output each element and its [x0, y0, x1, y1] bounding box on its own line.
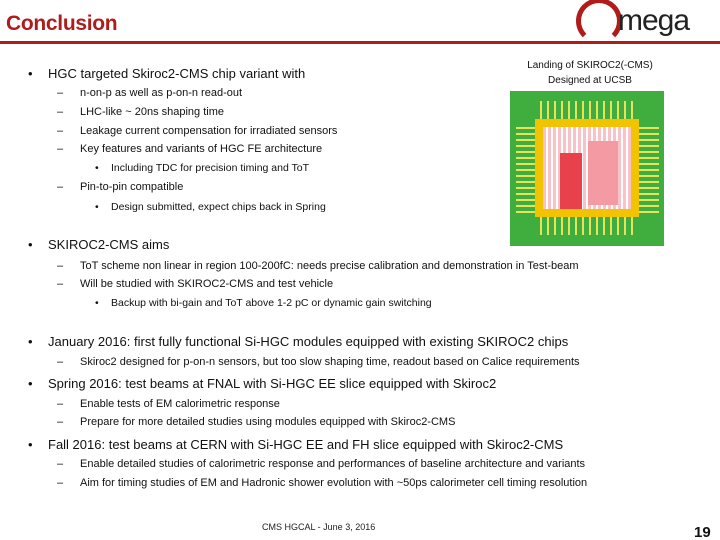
bullet-marker: – [57, 143, 64, 155]
bullet-text: January 2016: first fully functional Si-HGC modules equipped with existing SKIROC2 chips [48, 334, 569, 349]
bullet-marker: – [57, 260, 64, 272]
bullet-marker: • [95, 297, 99, 309]
caption-line-1: Landing of SKIROC2(-CMS) [527, 60, 653, 71]
bullet-text: Enable detailed studies of calorimetric response and performances of baseline architecture and variants [80, 458, 586, 470]
bullet-text: Prepare for more detailed studies using modules equipped with Skiroc2-CMS [80, 416, 456, 428]
footer-text: CMS HGCAL - June 3, 2016 [262, 522, 376, 532]
bullet-text: HGC targeted Skiroc2-CMS chip variant with [48, 66, 306, 81]
omega-logo-text: mega [618, 4, 690, 37]
bullet-marker: • [28, 237, 33, 252]
chip-pins-right [637, 125, 659, 213]
bullet-marker: – [57, 106, 64, 118]
bullet-text: SKIROC2-CMS aims [48, 237, 170, 252]
bullet-marker: – [57, 477, 64, 489]
bullet-text: Design submitted, expect chips back in Spring [111, 201, 326, 213]
chip-core [560, 153, 582, 209]
chip-pins-top [540, 101, 634, 121]
bullet-text: Including TDC for precision timing and ToT [111, 162, 310, 174]
bullet-text: Leakage current compensation for irradiated sensors [80, 125, 338, 137]
bullet-marker: – [57, 278, 64, 290]
bullet-marker: – [57, 125, 64, 137]
bullet-text: Fall 2016: test beams at CERN with Si-HGC EE and FH slice equipped with Skiroc2-CMS [48, 437, 564, 452]
bullet-marker: • [95, 162, 99, 174]
omega-logo [574, 0, 714, 52]
bullet-marker: – [57, 398, 64, 410]
bullet-marker: – [57, 416, 64, 428]
bullet-marker: – [57, 458, 64, 470]
caption-line-2: Designed at UCSB [548, 75, 632, 86]
bullet-text: Key features and variants of HGC FE architecture [80, 143, 323, 155]
bullet-text: Will be studied with SKIROC2-CMS and test vehicle [80, 278, 334, 290]
bullet-marker: • [28, 334, 33, 349]
bullet-marker: • [28, 66, 33, 81]
bullet-text: Enable tests of EM calorimetric response [80, 398, 280, 410]
bullet-text: ToT scheme non linear in region 100-200fC: needs precise calibration and demonstration in Test-beam [80, 260, 579, 272]
chip-caption [510, 58, 670, 88]
bullet-text: Pin-to-pin compatible [80, 181, 184, 193]
page-number: 19 [694, 524, 711, 540]
chip-layout-image [510, 91, 664, 246]
bullet-marker: • [28, 437, 33, 452]
bullet-text: Skiroc2 designed for p-on-n sensors, but too slow shaping time, readout based on Calice requirements [80, 356, 580, 368]
chip-block [588, 141, 618, 205]
bullet-marker: – [57, 181, 64, 193]
bullet-text: n-on-p as well as p-on-n read-out [80, 87, 243, 99]
slide-title: Conclusion [6, 12, 118, 35]
bullet-text: LHC-like ~ 20ns shaping time [80, 106, 224, 118]
bullet-marker: • [95, 201, 99, 213]
omega-logo-symbol [576, 0, 622, 44]
bullet-marker: – [57, 356, 64, 368]
bullet-marker: – [57, 87, 64, 99]
bullet-text: Spring 2016: test beams at FNAL with Si-HGC EE slice equipped with Skiroc2 [48, 376, 497, 391]
chip-pins-bottom [540, 215, 634, 235]
bullet-marker: • [28, 376, 33, 391]
bullet-text: Backup with bi-gain and ToT above 1-2 pC or dynamic gain switching [111, 297, 432, 309]
bullet-text: Aim for timing studies of EM and Hadronic shower evolution with ~50ps calorimeter cell timing resolution [80, 477, 588, 489]
